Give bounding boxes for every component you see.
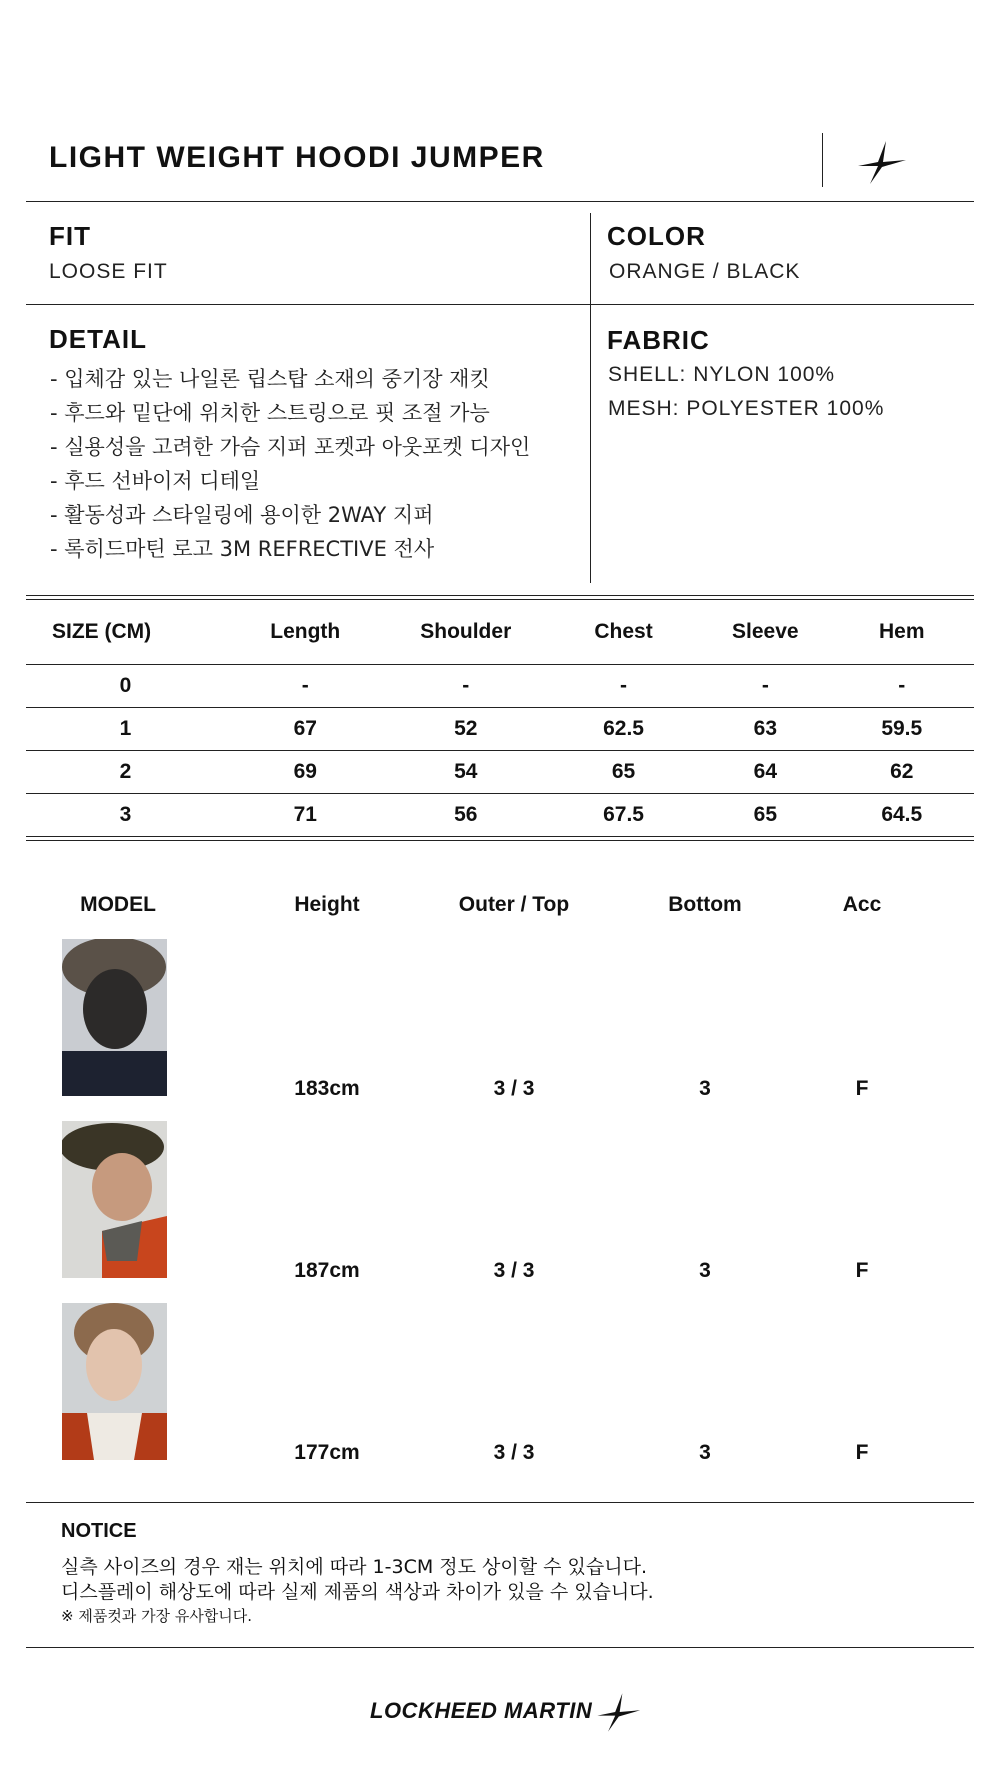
table-header-row xyxy=(26,600,974,665)
model-outer-top: 3 / 3 xyxy=(493,1441,535,1464)
model-acc: F xyxy=(855,1077,869,1100)
list-item: - 록히드마틴 로고 3M REFRECTIVE 전사 xyxy=(50,537,435,561)
color-heading: COLOR xyxy=(607,221,706,251)
chest-cell: 62.5 xyxy=(546,708,701,751)
column-divider xyxy=(590,213,591,583)
list-item: - 실용성을 고려한 가슴 지퍼 포켓과 아웃포켓 디자인 xyxy=(50,435,531,459)
header-sleeve: Sleeve xyxy=(732,620,799,643)
sleeve-cell: - xyxy=(701,665,829,708)
divider xyxy=(26,201,974,202)
divider xyxy=(26,1502,974,1503)
model-height: 187cm xyxy=(294,1259,360,1282)
hem-cell: 64.5 xyxy=(830,794,974,837)
shoulder-cell: 52 xyxy=(386,708,546,751)
hem-cell: - xyxy=(830,665,974,708)
list-item: - 활동성과 스타일링에 용이한 2WAY 지퍼 xyxy=(50,503,434,527)
list-item: - 후드 선바이저 디테일 xyxy=(50,469,261,493)
notice-line: 실측 사이즈의 경우 재는 위치에 따라 1-3CM 정도 상이할 수 있습니다. xyxy=(61,1556,647,1578)
fit-heading: FIT xyxy=(49,221,91,251)
header-acc: Acc xyxy=(842,893,882,916)
list-item: - 후드와 밑단에 위치한 스트링으로 핏 조절 가능 xyxy=(50,401,490,425)
header-chest: Chest xyxy=(594,620,653,643)
fabric-shell: SHELL: NYLON 100% xyxy=(608,363,836,386)
header-height: Height xyxy=(294,893,360,916)
chest-cell: - xyxy=(546,665,701,708)
chest-cell: 67.5 xyxy=(546,794,701,837)
model-height: 183cm xyxy=(294,1077,360,1100)
length-cell: 71 xyxy=(225,794,385,837)
size-cell: 0 xyxy=(26,665,225,708)
model-outer-top: 3 / 3 xyxy=(493,1077,535,1100)
list-item: - 입체감 있는 나일론 립스탑 소재의 중기장 재킷 xyxy=(50,367,490,391)
star-logo-icon xyxy=(592,1690,642,1734)
divider xyxy=(26,595,974,596)
fit-value: LOOSE FIT xyxy=(49,260,168,283)
header-model: MODEL xyxy=(80,893,156,916)
header-outer-top: Outer / Top xyxy=(458,893,570,916)
hem-cell: 59.5 xyxy=(830,708,974,751)
divider xyxy=(26,304,974,305)
size-cell: 3 xyxy=(26,794,225,837)
detail-list xyxy=(50,362,530,566)
size-cell: 2 xyxy=(26,751,225,794)
header-shoulder: Shoulder xyxy=(420,620,512,643)
notice-heading: NOTICE xyxy=(61,1520,137,1542)
star-logo-icon xyxy=(852,138,908,186)
model-photo xyxy=(62,1303,167,1460)
model-photo xyxy=(62,1121,167,1278)
sleeve-cell: 65 xyxy=(701,794,829,837)
model-photo xyxy=(62,939,167,1096)
model-bottom: 3 xyxy=(699,1077,711,1100)
color-value: ORANGE / BLACK xyxy=(609,260,801,283)
model-height: 177cm xyxy=(294,1441,360,1464)
header-bottom: Bottom xyxy=(668,893,742,916)
table-row xyxy=(26,665,974,708)
shoulder-cell: - xyxy=(386,665,546,708)
table-row xyxy=(26,794,974,837)
notice-small: ※ 제품컷과 가장 유사합니다. xyxy=(61,1607,253,1625)
table-row xyxy=(26,708,974,751)
divider xyxy=(26,840,974,841)
sleeve-cell: 64 xyxy=(701,751,829,794)
divider xyxy=(26,1647,974,1648)
model-bottom: 3 xyxy=(699,1441,711,1464)
length-cell: 69 xyxy=(225,751,385,794)
model-outer-top: 3 / 3 xyxy=(493,1259,535,1282)
header-length: Length xyxy=(270,620,341,643)
length-cell: 67 xyxy=(225,708,385,751)
sleeve-cell: 63 xyxy=(701,708,829,751)
shoulder-cell: 54 xyxy=(386,751,546,794)
length-cell: - xyxy=(225,665,385,708)
header-size: SIZE (CM) xyxy=(52,620,152,643)
model-bottom: 3 xyxy=(699,1259,711,1282)
header-hem: Hem xyxy=(878,620,925,643)
shoulder-cell: 56 xyxy=(386,794,546,837)
chest-cell: 65 xyxy=(546,751,701,794)
fabric-mesh: MESH: POLYESTER 100% xyxy=(608,397,885,420)
divider xyxy=(26,836,974,837)
product-title: LIGHT WEIGHT HOODI JUMPER xyxy=(49,141,545,174)
size-table xyxy=(26,600,974,836)
fabric-list xyxy=(608,358,884,426)
detail-heading: DETAIL xyxy=(49,324,147,354)
size-cell: 1 xyxy=(26,708,225,751)
model-acc: F xyxy=(855,1441,869,1464)
fabric-heading: FABRIC xyxy=(607,325,710,355)
hem-cell: 62 xyxy=(830,751,974,794)
table-row xyxy=(26,751,974,794)
header-divider xyxy=(822,133,823,187)
brand-name: LOCKHEED MARTIN xyxy=(370,1698,593,1723)
model-acc: F xyxy=(855,1259,869,1282)
notice-line: 디스플레이 해상도에 따라 실제 제품의 색상과 차이가 있을 수 있습니다. xyxy=(61,1581,654,1603)
